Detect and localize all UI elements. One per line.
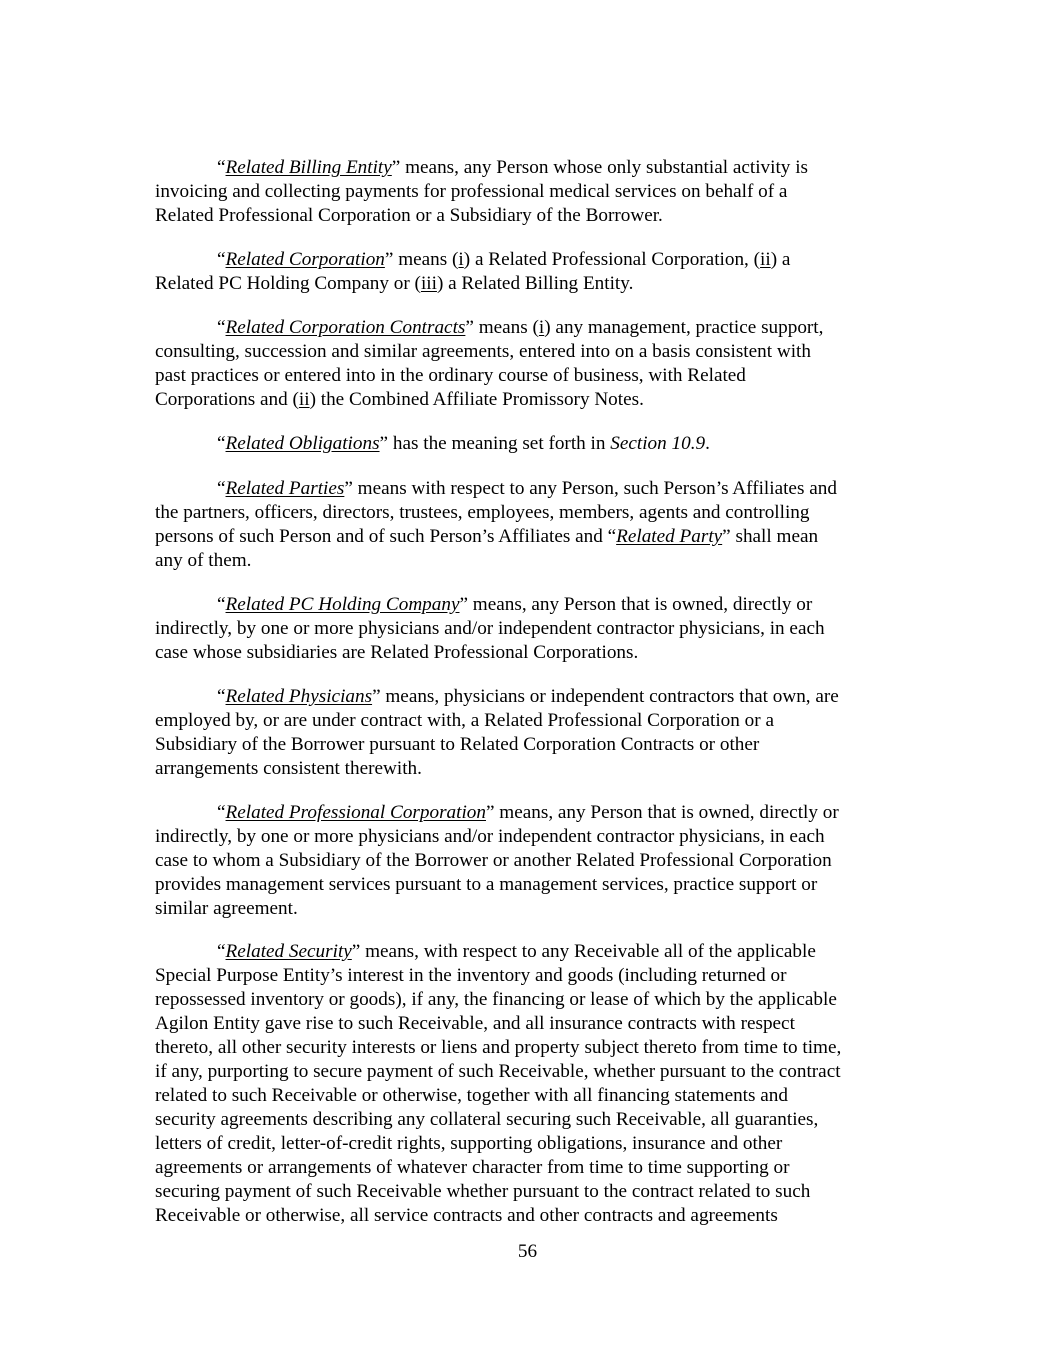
definition-text: “ <box>217 802 226 823</box>
definition-related-security <box>155 940 900 1228</box>
definition-text: ) a Related Billing Entity. <box>436 273 634 294</box>
definition-related-corporation <box>155 248 900 296</box>
definition-text: “ <box>217 941 226 962</box>
definition-text: ) any management, practice support, consulting, succession and similar agreements, entered into on a basis consistent with past practices or entered into in the ordinary course of business, with Related Corporations and ( <box>155 317 824 410</box>
page-number: 56 <box>517 1241 538 1262</box>
definition-text: ” shall mean any of them. <box>155 526 819 571</box>
defined-term: Related PC Holding Company <box>225 594 460 615</box>
clause-marker: iii <box>420 273 437 294</box>
definition-text: ” means, with respect to any Receivable all of the applicable Special Purpose Entity’s interest in the inventory and goods (including returned or repossessed inventory or goods), if any, the financing or lease of which by the applicable Agilon Entity gave rise to such Receivable, and all insurance contracts with respect thereto, all other security interests or liens and property subject thereto from time to time, if any, purporting to secure payment of such Receivable, whether pursuant to the contract related to such Receivable or otherwise, together with all financing statements and security agreements describing any collateral securing such Receivable, all guaranties, letters of credit, letter-of-credit rights, supporting obligations, insurance and other agreements or arrangements of whatever character from time to time supporting or securing payment of such Receivable whether pursuant to the contract related to such Receivable or otherwise, all service contracts and other contracts and agreements <box>155 941 842 1226</box>
definition-related-professional-corporation <box>155 801 900 921</box>
definition-text: “ <box>217 433 226 454</box>
definition-text: ” means ( <box>384 249 459 270</box>
definition-text: “ <box>217 249 226 270</box>
defined-term: Related Corporation <box>225 249 385 270</box>
definition-text: “ <box>217 478 226 499</box>
section-reference: Section 10.9 <box>610 433 706 454</box>
definition-text: “ <box>217 594 226 615</box>
defined-term: Related Billing Entity <box>225 157 392 178</box>
definition-text: “ <box>217 686 226 707</box>
defined-term: Related Party <box>616 526 723 547</box>
definition-text: ” means, physicians or independent contractors that own, are employed by, or are under contract with, a Related Professional Corporation or a Subsidiary of the Borrower pursuant to Related Corporation Contracts or other arrangements consistent therewith. <box>155 686 839 779</box>
definition-text: “ <box>217 317 226 338</box>
definition-text: ) a Related PC Holding Company or ( <box>155 249 791 294</box>
definition-text: ) a Related Professional Corporation, ( <box>463 249 761 270</box>
definition-text: ) the Combined Affiliate Promissory Notes. <box>309 389 644 410</box>
definition-related-corporation-contracts <box>155 316 900 412</box>
defined-term: Related Security <box>225 941 352 962</box>
definition-text: ” means, any Person that is owned, directly or indirectly, by one or more physicians and/or independent contractor physicians, in each case to whom a Subsidiary of the Borrower or another Related Professional Corporation provides management services pursuant to a management services, practice support or similar agreement. <box>155 802 839 919</box>
definition-text: ” means ( <box>465 317 539 338</box>
definition-text: ” means, any Person whose only substantial activity is invoicing and collecting payments for professional medical services on behalf of a Related Professional Corporation or a Subsidiary of the Borrower. <box>155 157 808 226</box>
defined-term: Related Professional Corporation <box>225 802 486 823</box>
definition-related-billing-entity <box>155 156 900 228</box>
definition-text: ” means with respect to any Person, such Person’s Affiliates and the partners, officers, directors, trustees, employees, members, agents and controlling persons of such Person and of such Person’s Affiliates and “ <box>155 478 837 547</box>
defined-term: Related Physicians <box>225 686 373 707</box>
definition-related-physicians <box>155 685 900 781</box>
clause-marker: ii <box>298 389 310 410</box>
definition-text: ” has the meaning set forth in <box>379 433 611 454</box>
clause-marker: i <box>538 317 545 338</box>
definition-related-pc-holding-company <box>155 593 900 665</box>
defined-term: Related Obligations <box>225 433 380 454</box>
definition-text: . <box>705 433 710 454</box>
definition-related-obligations <box>155 432 900 456</box>
clause-marker: ii <box>760 249 771 270</box>
clause-marker: i <box>458 249 464 270</box>
definition-text: “ <box>217 157 226 178</box>
definition-related-parties <box>155 477 900 573</box>
defined-term: Related Parties <box>225 478 345 499</box>
definition-text: ” means, any Person that is owned, directly or indirectly, by one or more physicians and/or independent contractor physicians, in each case whose subsidiaries are Related Professional Corporations. <box>155 594 825 663</box>
defined-term: Related Corporation Contracts <box>225 317 466 338</box>
